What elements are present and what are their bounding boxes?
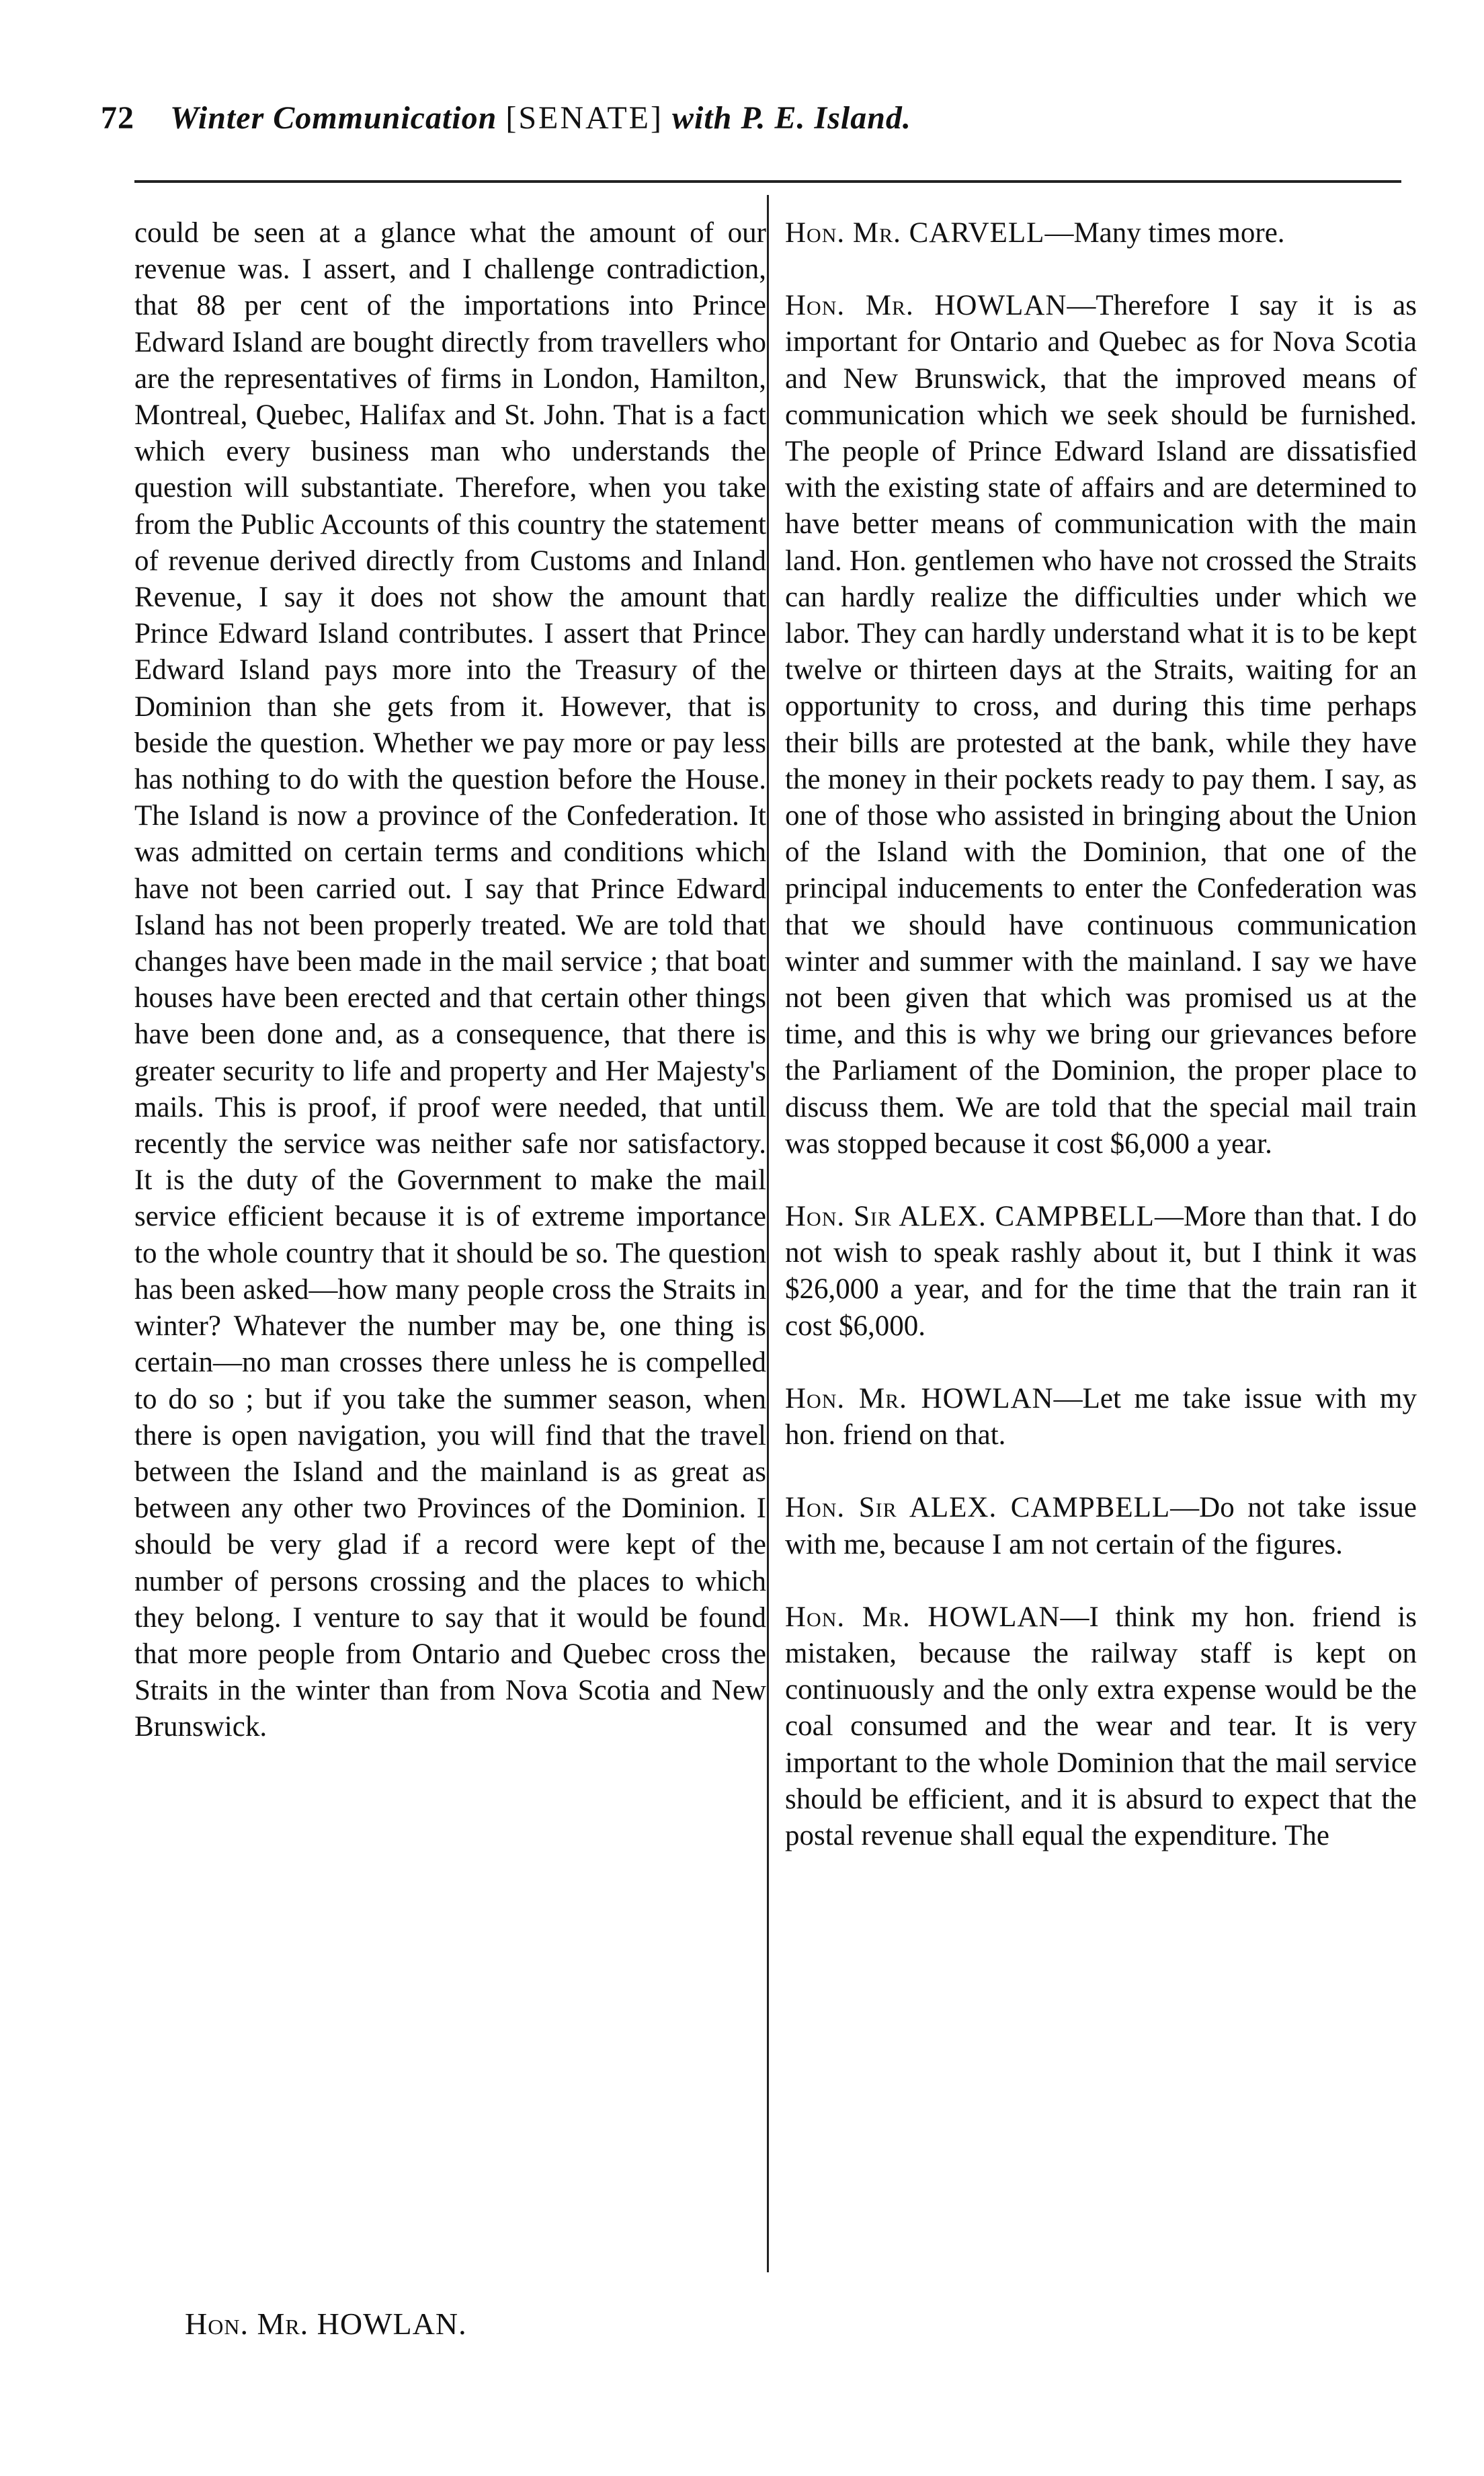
speech-text: —Therefore I say it is as important for Ontario and Quebec as for Nova Scotia and New Brunswick, that the improved means of communication which we seek should be furnished. The people of Prince Edward Island are dissatisfied with the existing state of affairs and are determined to have better means of communication with the main land. Hon. gentlemen who have not crossed the Straits can hardly realize the difficulties under which we labor. They can hardly understand what it is to be kept twelve or thirteen days at the Straits, waiting for an opportunity to cross, and during this time perhaps their bills are protested at the bank, while they have the money in their pockets ready to pay them. I say, as one of those who assisted in bringing about the Union of the Island with the Dominion, that one of the principal inducements to enter the Confederation was that we should have continuous communication winter and summer with the mainland. I say we have not been given that which was promised us at the time, and this is why we bring our grievances before the Parliament of the Dominion, the proper place to discuss them. We are told that the special mail train was stopped because it cost $6,000 a year. [785,290,1417,1160]
page-number: 72 [101,100,134,136]
speaker-name: Hon. Sir ALEX. CAMPBELL [785,1201,1155,1233]
speech-howlan-1 [785,288,1417,1162]
speaker-name: Hon. Mr. CARVELL [785,217,1045,249]
speech-text: —Let me take issue with my hon. friend on that. [785,1382,1417,1451]
speech-text: —I think my hon. friend is mistaken, because the railway staff is kept on continuously and the only extra expense would be the coal consumed and the wear and tear. It is very important to the whole Dominion that the mail service should be efficient, and it is absurd to expect that the postal revenue shall equal the expenditure. The [785,1601,1417,1851]
speech-campbell-2 [785,1490,1417,1562]
speech-howlan-3 [785,1599,1417,1854]
speaker-name: Hon. Mr. HOWLAN [785,1382,1054,1414]
speaker-name: Hon. Mr. HOWLAN [785,1601,1061,1633]
header-title-right: with P. E. Island. [671,100,911,136]
header-rule [134,180,1401,183]
running-foot: Hon. Mr. HOWLAN. [185,2307,467,2341]
speaker-name: Hon. Mr. HOWLAN [785,290,1067,322]
speech-text: —Many times more. [1044,217,1285,249]
speaker-name: Hon. Sir ALEX. CAMPBELL [785,1492,1171,1524]
speech-campbell-1 [785,1199,1417,1345]
left-column [134,215,766,1746]
header-title-middle: [SENATE] [505,100,663,136]
speech-howlan-2 [785,1381,1417,1453]
speech-text: —Do not take issue with me, because I am not certain of the figures. [785,1492,1417,1560]
speech-text: —More than that. I do not wish to speak rashly about it, but I think it was $26,000 a year, and for the time that the train ran it cost $6,000. [785,1201,1417,1342]
column-divider [767,195,769,2272]
left-paragraph: could be seen at a glance what the amount of our revenue was. I assert, and I challenge contradiction, that 88 per cent of the importations into Prince Edward Island are bought directly from travellers who are the representatives of firms in London, Hamilton, Montreal, Quebec, Halifax and St. John. That is a fact which every business man who understands the question will substantiate. Therefore, when you take from the Public Accounts of this country the statement of revenue derived directly from Customs and Inland Revenue, I say it does not show the amount that Prince Edward Island contributes. I assert that Prince Edward Island pays more into the Treasury of the Dominion than she gets from it. However, that is beside the question. Whether we pay more or pay less has nothing to do with the question before the House. The Island is now a province of the Confederation. It was admitted on certain terms and conditions which have not been carried out. I say that Prince Edward Island has not been properly treated. We are told that changes have been made in the mail service ; that boat houses have been erected and that certain other things have been done and, as a consequence, that there is greater security to life and property and Her Majesty's mails. This is proof, if proof were needed, that until recently the service was neither safe nor satisfactory. It is the duty of the Government to make the mail service efficient because it is of extreme importance to the whole country that it should be so. The question has been asked—how many people cross the Straits in winter? Whatever the number may be, one thing is certain—no man crosses there unless he is compelled to do so ; but if you take the summer season, when there is open navigation, you will find that the travel between the Island and the mainland is as great as between any other two Provinces of the Dominion. I should be very glad if a record were kept of the number of persons crossing and the places to which they belong. I venture to say that it would be found that more people from Ontario and Quebec cross the Straits in the winter than from Nova Scotia and New Brunswick. [134,217,766,1743]
header-title-left: Winter Communication [170,100,497,136]
running-header [101,99,1378,160]
right-column [785,215,1417,1854]
speech-carvell [785,215,1417,251]
